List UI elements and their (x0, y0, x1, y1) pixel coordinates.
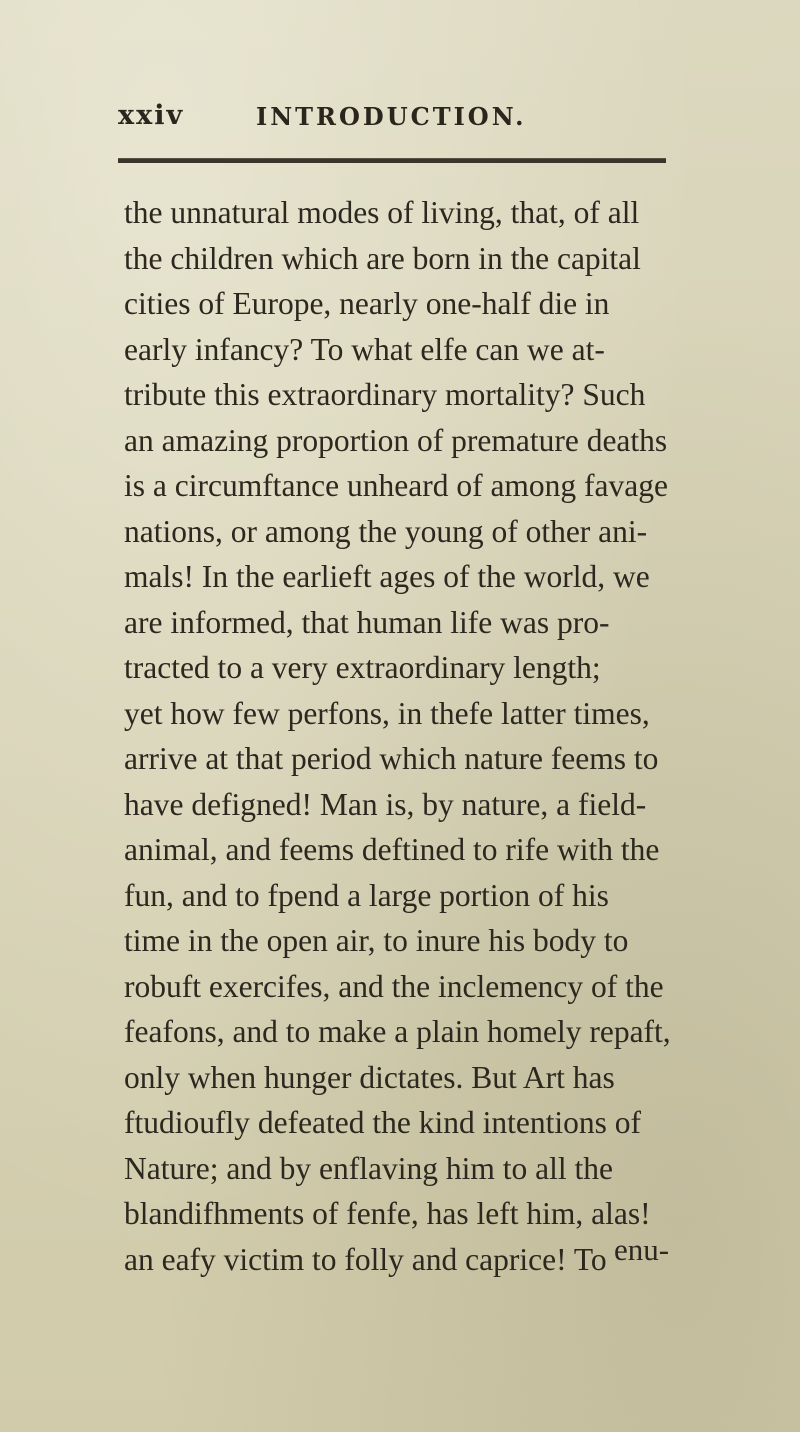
text-line: ftudioufly defeated the kind intentions of (124, 1105, 641, 1140)
text-line: fun, and to fpend a large portion of his (124, 877, 609, 913)
text-line: tracted to a very extraordinary length; (124, 650, 601, 685)
text-line: only when hunger dictates. But Art has (124, 1059, 615, 1095)
text-line: time in the open air, to inure his body to (124, 923, 629, 958)
text-line: the unnatural modes of living, that, of all (124, 195, 640, 230)
text-line: arrive at that period which nature feems to (124, 741, 659, 776)
text-line: an eafy victim to folly and caprice! To (124, 1241, 607, 1277)
header-rule (118, 158, 666, 163)
text-line: have defigned! Man is, by nature, a field- (124, 786, 647, 822)
text-line: nations, or among the young of other ani- (124, 513, 648, 549)
text-line: Nature; and by enflaving him to all the (124, 1150, 613, 1186)
text-line: feafons, and to make a plain homely repaft, (124, 1014, 671, 1049)
text-line: yet how few perfons, in thefe latter times, (124, 695, 650, 731)
text-line: is a circumftance unheard of among favage (124, 468, 668, 503)
text-line: cities of Europe, nearly one-half die in (124, 286, 610, 321)
catchword: enu- (614, 1232, 670, 1267)
page-header (118, 100, 718, 140)
text-line: animal, and feems deftined to rife with the (124, 832, 660, 867)
text-line: an amazing proportion of premature deaths (124, 422, 668, 458)
page-number: xxiv (118, 100, 185, 131)
text-line: the children which are born in the capital (124, 240, 641, 276)
text-line: are informed, that human life was pro- (124, 604, 610, 640)
text-line: robuft exercifes, and the inclemency of the (124, 968, 664, 1004)
text-line: early infancy? To what elfe can we at- (124, 331, 605, 367)
running-head: INTRODUCTION. (256, 102, 527, 131)
text-line: blandifhments of fenfe, has left him, alas! (124, 1196, 651, 1231)
text-line: mals! In the earlieft ages of the world, we (124, 559, 650, 594)
text-line: tribute this extraordinary mortality? Such (124, 377, 646, 412)
body-text (124, 190, 724, 1282)
